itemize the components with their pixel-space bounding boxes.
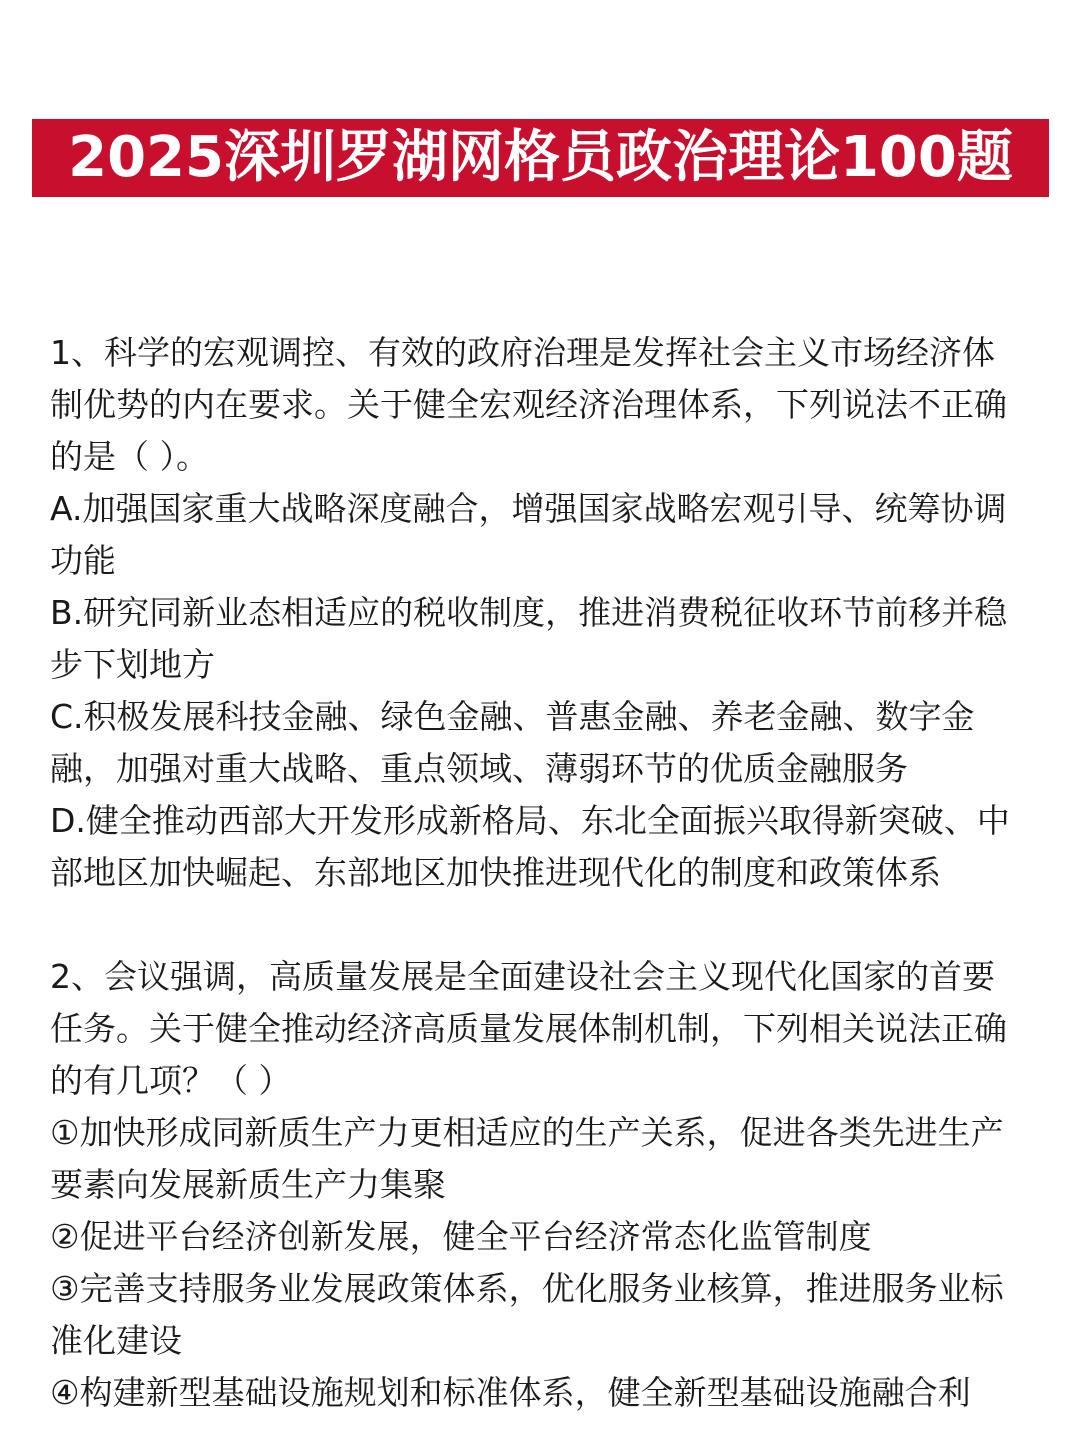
question-stem: 1、科学的宏观调控、有效的政府治理是发挥社会主义市场经济体制优势的内在要求。关于健全宏观经济治理体系，下列说法不正确的是（ ）。 <box>50 333 1007 476</box>
question-stem: 2、会议强调，高质量发展是全面建设社会主义现代化国家的首要任务。关于健全推动经济高质量发展体制机制，下列相关说法正确的有几项？（ ） <box>50 957 1007 1100</box>
option-3: ③完善支持服务业发展政策体系，优化服务业核算，推进服务业标准化建设 <box>50 1269 1004 1360</box>
option-d: D.健全推动西部大开发形成新格局、东北全面振兴取得新突破、中部地区加快崛起、东部地区加快推进现代化的制度和政策体系 <box>50 801 1010 892</box>
question-1 <box>50 327 1025 899</box>
question-2 <box>50 951 1025 1419</box>
option-b: B.研究同新业态相适应的税收制度，推进消费税征收环节前移并稳步下划地方 <box>50 593 1008 684</box>
option-4: ④构建新型基础设施规划和标准体系，健全新型基础设施融合利 <box>50 1373 971 1412</box>
question-list <box>50 327 1025 1419</box>
option-1: ①加快形成同新质生产力更相适应的生产关系，促进各类先进生产要素向发展新质生产力集聚 <box>50 1113 1004 1204</box>
page-title: 2025深圳罗湖网格员政治理论100题 <box>68 125 1013 190</box>
option-a: A.加强国家重大战略深度融合，增强国家战略宏观引导、统筹协调功能 <box>50 489 1007 580</box>
title-banner <box>32 119 1049 197</box>
option-c: C.积极发展科技金融、绿色金融、普惠金融、养老金融、数字金融，加强对重大战略、重点领域、薄弱环节的优质金融服务 <box>50 697 975 788</box>
option-2: ②促进平台经济创新发展，健全平台经济常态化监管制度 <box>50 1217 872 1256</box>
